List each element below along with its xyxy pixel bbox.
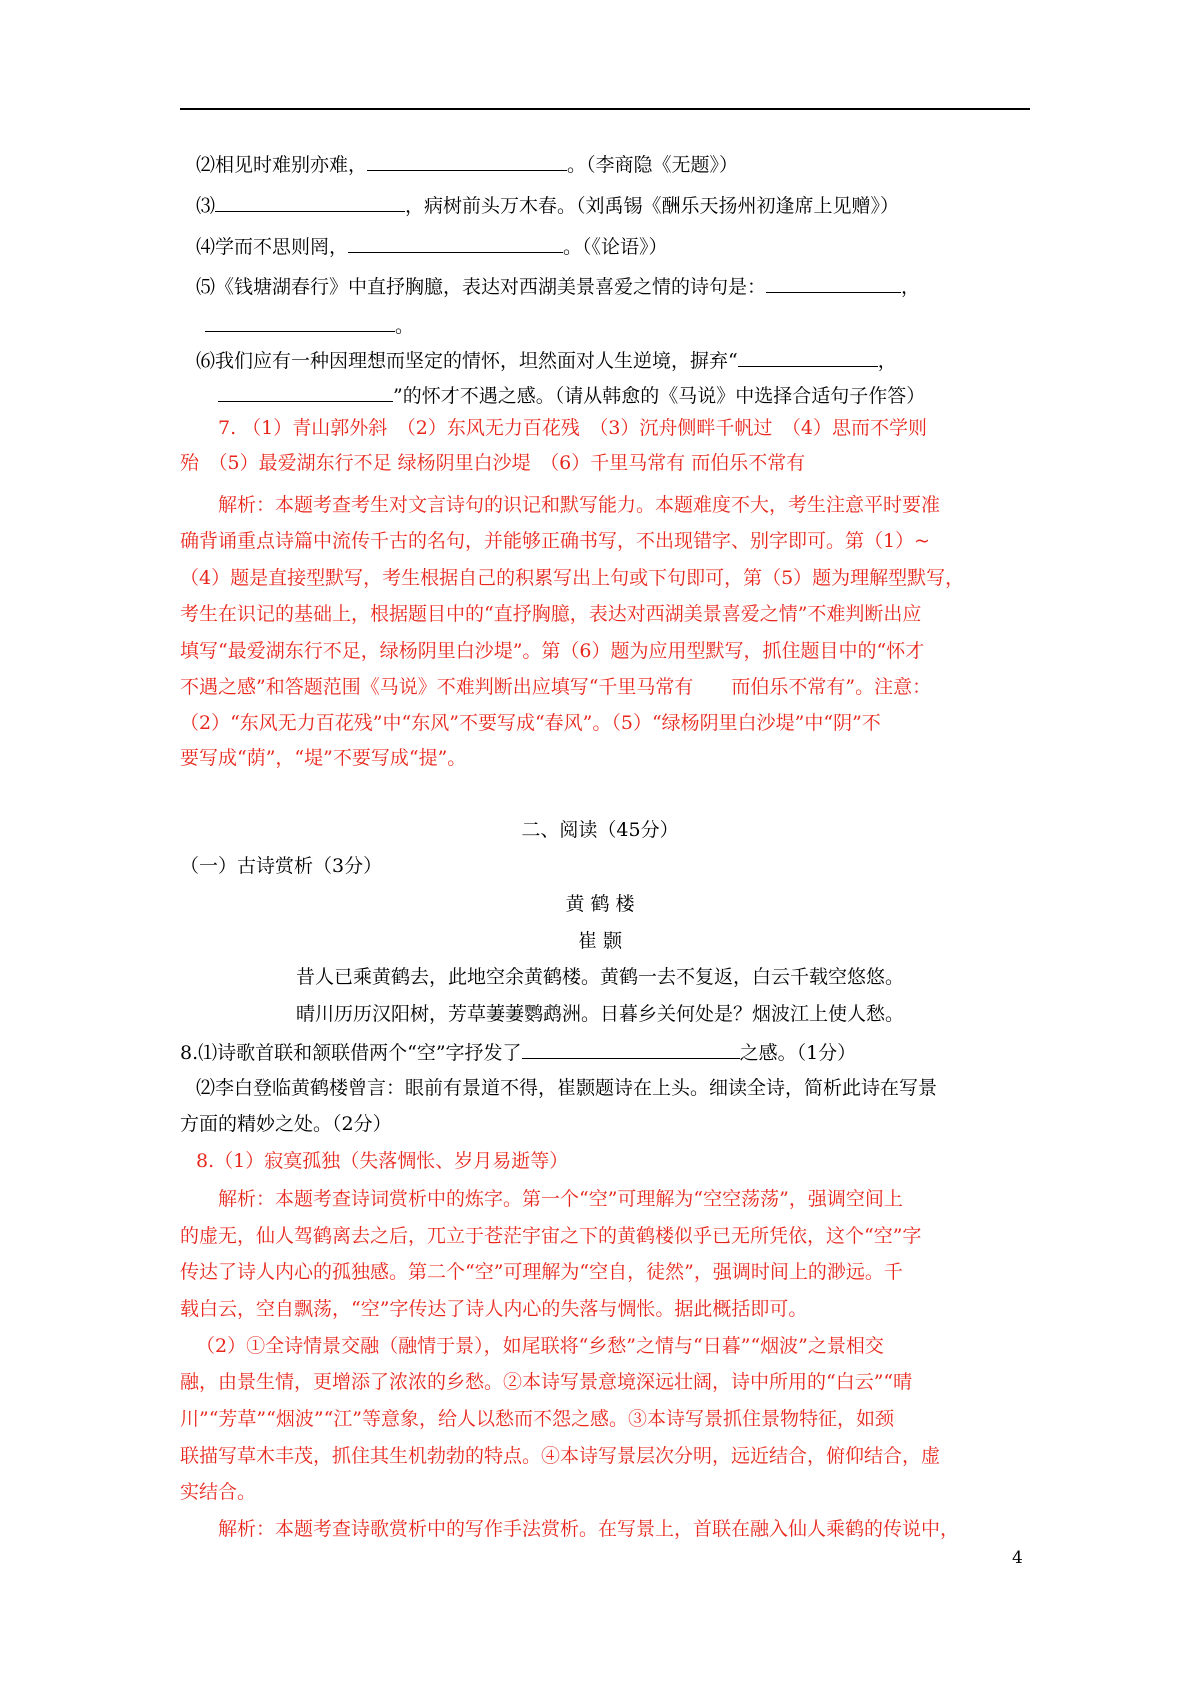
question-3: ⑶ ，病树前头万木春。（刘禹锡《酬乐天扬州初逢席上见赠》） <box>196 189 899 221</box>
analysis-7-line: （4）题是直接型默写，考生根据自己的积累写出上句或下句即可，第（5）题为理解型默写， <box>180 567 965 589</box>
analysis-8-line: 的虚无，仙人驾鹤离去之后，兀立于苍茫宇宙之下的黄鹤楼似乎已无所凭依，这个“空”字 <box>180 1225 922 1247</box>
question-6-cont: ”的怀才不遇之感。（请从韩愈的《马说》中选择合适句子作答） <box>218 379 925 411</box>
question-5-cont: 。 <box>205 309 414 341</box>
analysis-8-line: 解析：本题考查诗词赏析中的炼字。第一个“空”可理解为“空空荡荡”，强调空间上 <box>218 1188 903 1210</box>
section-title: 二、阅读（45分） <box>521 819 679 841</box>
poem-line: 昔人已乘黄鹤去，此地空余黄鹤楼。黄鹤一去不复返，白云千载空悠悠。 <box>295 966 904 988</box>
question-8-part2: ⑵李白登临黄鹤楼曾言：眼前有景道不得，崔颢题诗在上头。细读全诗，简析此诗在写景 <box>196 1077 938 1099</box>
answer-blank[interactable] <box>367 148 567 171</box>
question-6: ⑹我们应有一种因理想而坚定的情怀，坦然面对人生逆境，摒弃“ ， <box>196 344 897 376</box>
analysis-8-line: 解析：本题考查诗歌赏析中的写作手法赏析。在写景上，首联在融入仙人乘鹤的传说中， <box>218 1518 960 1540</box>
answer-blank[interactable] <box>218 379 393 402</box>
analysis-7-line: 确背诵重点诗篇中流传千古的名句，并能够正确书写，不出现错字、别字即可。第（1）~ <box>180 530 931 552</box>
answer-8-line1: 8.（1）寂寞孤独（失落惆怅、岁月易逝等） <box>196 1150 569 1172</box>
analysis-8-line: 载白云，空自飘荡，“空”字传达了诗人内心的失落与惆怅。据此概括即可。 <box>180 1298 808 1320</box>
answer-8-part2: 实结合。 <box>180 1481 257 1503</box>
answer-8-part2: （2）①全诗情景交融（融情于景），如尾联将“乡愁”之情与“日暮”“烟波”之景相交 <box>196 1335 884 1357</box>
answer-7-line1: 7. （1）青山郭外斜 （2）东风无力百花残 （3）沉舟侧畔千帆过 （4）思而不学则 <box>218 417 928 439</box>
answer-7-line2: 殆 （5）最爱湖东行不足 绿杨阴里白沙堤 （6）千里马常有 而伯乐不常有 <box>180 452 806 474</box>
header-rule <box>180 108 1030 110</box>
question-8-part1: 8.⑴诗歌首联和颔联借两个“空”字抒发了 之感。（1分） <box>180 1036 856 1068</box>
answer-blank[interactable] <box>215 189 405 212</box>
poem-title: 黄 鹤 楼 <box>565 893 635 915</box>
analysis-7-line: （2）“东风无力百花残”中“东风”不要写成“春风”。（5）“绿杨阴里白沙堤”中“阴”不 <box>180 712 881 734</box>
analysis-7-line: 不遇之感”和答题范围《马说》不难判断出应填写“千里马常有 而伯乐不常有”。注意： <box>180 676 932 698</box>
poem-author: 崔 颢 <box>577 930 623 952</box>
page-number: 4 <box>1012 1548 1023 1568</box>
answer-blank[interactable] <box>766 270 901 293</box>
question-5: ⑸《钱塘湖春行》中直抒胸臆，表达对西湖美景喜爱之情的诗句是： ， <box>196 270 920 302</box>
answer-blank[interactable] <box>522 1036 740 1059</box>
answer-8-part2: 川”“芳草”“烟波”“江”等意象，给人以愁而不怨之感。③本诗写景抓住景物特征，如颈 <box>180 1408 894 1430</box>
answer-8-part2: 融，由景生情，更增添了浓浓的乡愁。②本诗写景意境深远壮阔，诗中所用的“白云”“晴 <box>180 1371 913 1393</box>
answer-blank[interactable] <box>348 230 563 253</box>
question-2: ⑵相见时难别亦难， 。（李商隐《无题》） <box>196 148 738 180</box>
question-8-part2-cont: 方面的精妙之处。（2分） <box>180 1113 392 1135</box>
section-subtitle: （一）古诗赏析（3分） <box>180 855 383 877</box>
poem-line: 晴川历历汉阳树，芳草萋萋鹦鹉洲。日暮乡关何处是？烟波江上使人愁。 <box>295 1003 904 1025</box>
analysis-7-line: 填写“最爱湖东行不足，绿杨阴里白沙堤”。第（6）题为应用型默写，抓住题目中的“怀才 <box>180 640 925 662</box>
answer-8-part2: 联描写草木丰茂，抓住其生机勃勃的特点。④本诗写景层次分明，远近结合，俯仰结合，虚 <box>180 1445 941 1467</box>
analysis-7-line: 解析：本题考查考生对文言诗句的识记和默写能力。本题难度不大，考生注意平时要准 <box>218 494 941 516</box>
analysis-7-line: 考生在识记的基础上，根据题目中的“直抒胸臆，表达对西湖美景喜爱之情”不难判断出应 <box>180 603 922 625</box>
question-4: ⑷学而不思则罔， 。（《论语》） <box>196 230 668 262</box>
answer-blank[interactable] <box>738 344 878 367</box>
answer-blank[interactable] <box>205 309 395 332</box>
analysis-7-line: 要写成“荫”，“堤”不要写成“提”。 <box>180 747 467 769</box>
analysis-8-line: 传达了诗人内心的孤独感。第二个“空”可理解为“空自，徒然”，强调时间上的渺远。千 <box>180 1261 903 1283</box>
